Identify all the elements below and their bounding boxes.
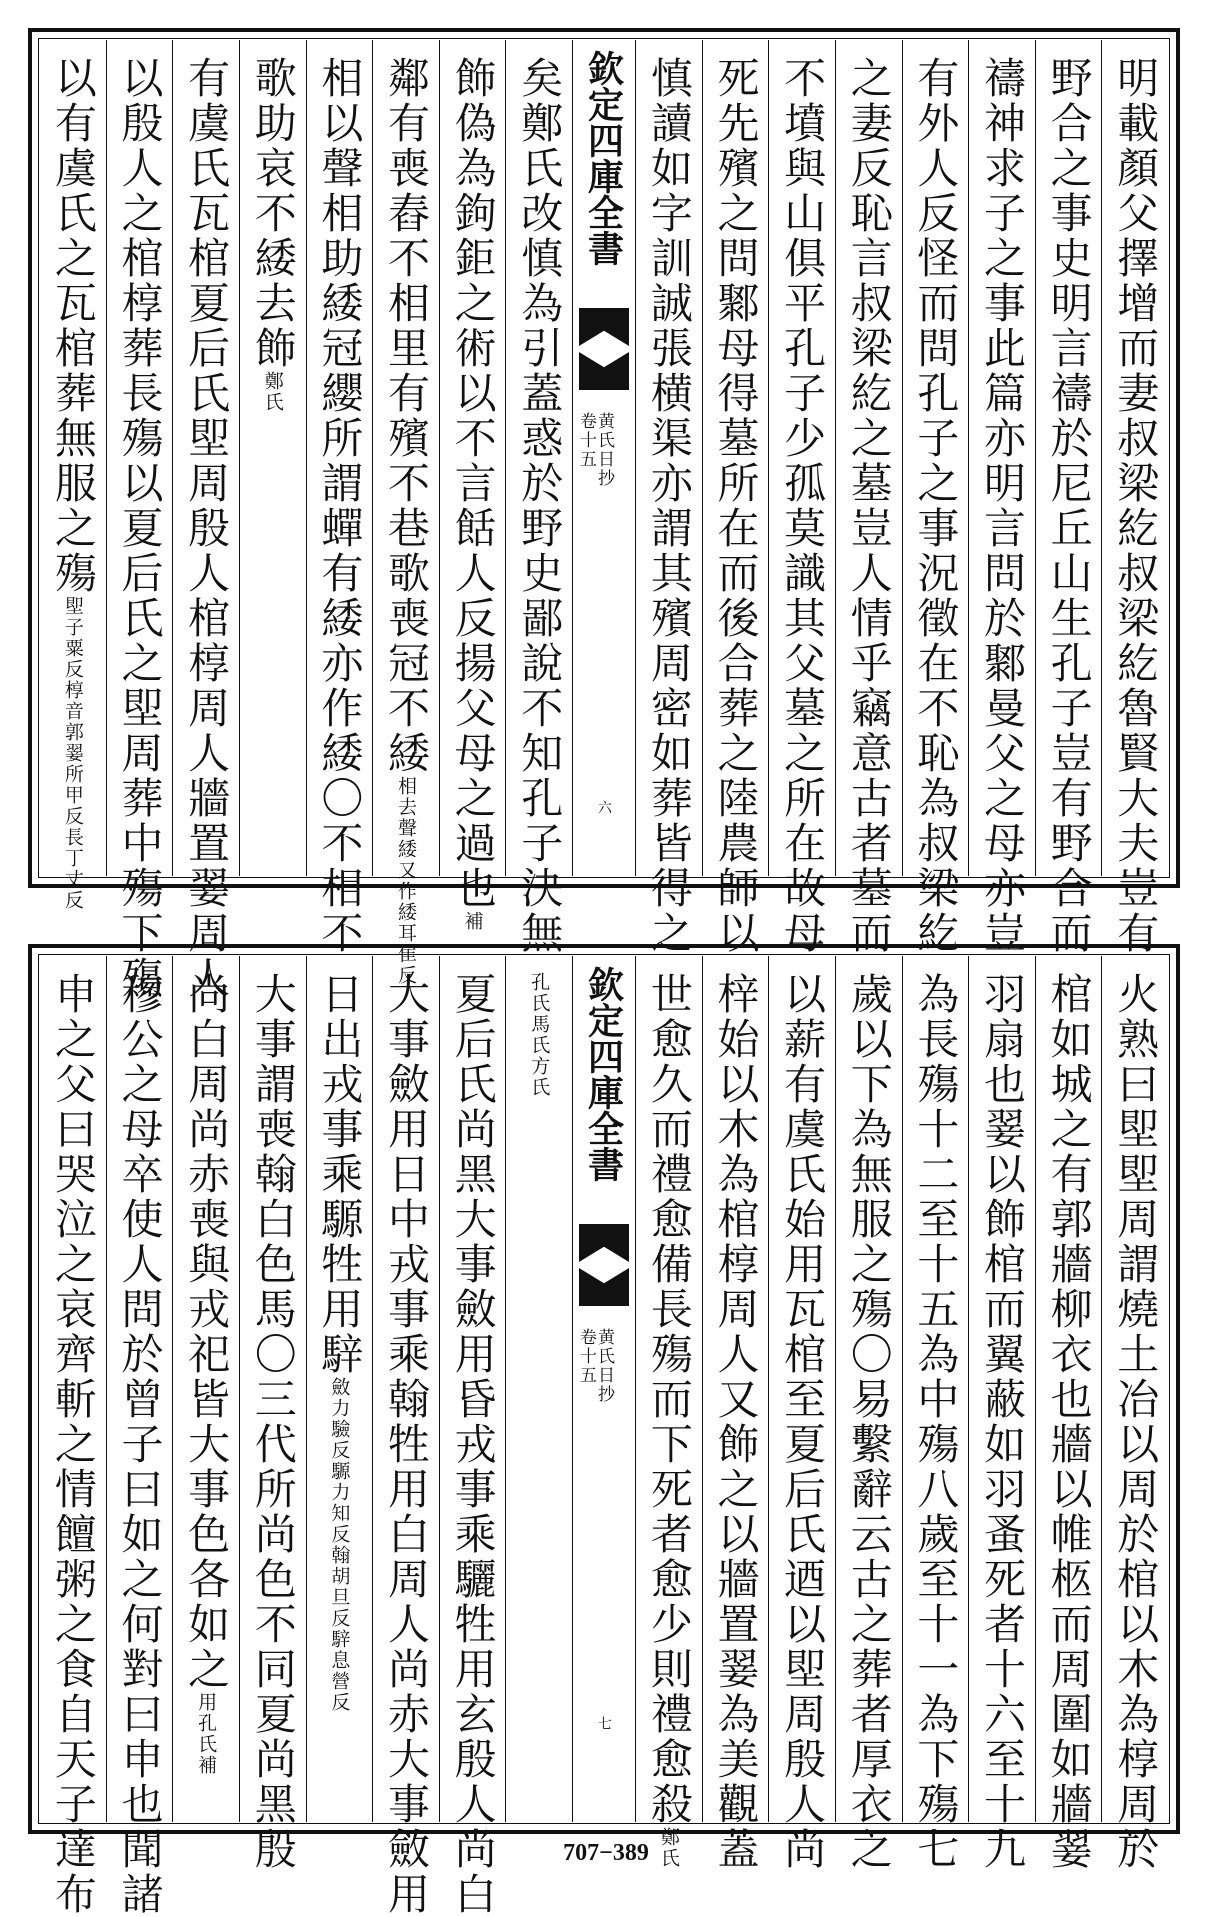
text-column: 飾偽為鉤鉅之術以不言餂人反揚父母之過也補	[439, 40, 506, 876]
author-header: 黄氏日抄	[594, 412, 614, 488]
text-column: 棺如城之有郭牆柳衣也牆以帷柩而周圍如牆翣	[1035, 956, 1102, 1822]
text-column: 死先殯之問鄹母得墓所在而後合葬之陸農師以	[702, 40, 769, 876]
text-column: 矣鄭氏改慎為引蓋惑於野史鄙說不知孔子決無	[505, 40, 572, 876]
fishtail-ornament	[579, 1268, 629, 1306]
text-column: 穆公之母卒使人問於曾子曰如之何對曰申也聞諸	[106, 956, 173, 1822]
top-columns	[40, 40, 1168, 1001]
text-column: 尚白周尚赤喪與戎祀皆大事色各如之用孔氏補	[172, 956, 239, 1822]
book-title: 欽定四庫全書	[582, 50, 625, 266]
text-column: 夏后氏尚黑大事斂用昏戎事乘驪牲用玄殷人尚白	[439, 956, 506, 1822]
text-column: 歌助哀不緌去飾鄭氏	[239, 40, 306, 876]
text-column: 之妻反恥言叔梁紇之墓豈人情乎竊意古者墓而	[835, 40, 902, 876]
text-column: 慎讀如字訓誠張横渠亦謂其殯周密如葬皆得之	[635, 40, 702, 876]
page-center-strip	[572, 40, 635, 876]
page-number: 七	[596, 1716, 612, 1730]
text-column: 以殷人之棺椁葬長殤以夏后氏之堲周葬中殤下殤	[106, 40, 173, 876]
text-column: 以薪有虞氏始用瓦棺至夏后氏迺以堲周殷人尚	[768, 956, 835, 1822]
fishtail-ornament	[579, 352, 629, 390]
text-column: 明載顏父擇增而妻叔梁紇叔梁紇魯賢大夫豈有	[1101, 40, 1168, 876]
text-column: 有外人反怪而問孔子之事況徵在不恥為叔梁紇	[902, 40, 969, 876]
volume-label: 卷十五	[576, 412, 596, 469]
text-column: 火熟曰堲堲周謂燒土冶以周於棺以木為椁周於	[1101, 956, 1168, 1822]
text-column: 為長殤十二至十五為中殤八歲至十一為下殤七	[902, 956, 969, 1822]
text-column: 世愈久而禮愈備長殤而下死者愈少則禮愈殺鄭氏	[635, 956, 702, 1822]
author-header: 黄氏日抄	[594, 1328, 614, 1404]
text-column: 大事謂喪翰白色馬〇三代所尚色不同夏尚黑殷	[239, 956, 306, 1822]
text-column: 梓始以木為棺椁周人又飾之以牆置翣為美觀蓋	[702, 956, 769, 1822]
text-column: 日出戎事乘騵牲用騂斂力驗反騵力知反翰胡旦反騂息營反	[306, 956, 373, 1822]
text-column: 羽扇也翣以飾棺而翼蔽如羽蚤死者十六至十九	[968, 956, 1035, 1822]
text-column: 申之父曰哭泣之哀齊斬之情饘粥之食自天子達布	[48, 972, 98, 1917]
text-column: 以有虞氏之瓦棺葬無服之殤堲子粟反椁音郭翣所甲反長丁丈反	[48, 56, 98, 911]
text-column: 不墳與山俱平孔子少孤莫識其父墓之所在故母	[768, 40, 835, 876]
text-column: 有虞氏瓦棺夏后氏堲周殷人棺椁周人牆置翣周人	[172, 40, 239, 876]
fishtail-ornament	[579, 308, 629, 346]
book-title: 欽定四庫全書	[582, 966, 625, 1182]
text-column: 相以聲相助緌冠纓所謂蟬有緌亦作緌〇不相不	[306, 40, 373, 876]
text-column: 大事斂用日中戎事乘翰牲用白周人尚赤大事斂用	[372, 956, 439, 1822]
text-column: 歲以下為無服之殤〇易繫辭云古之葬者厚衣之	[835, 956, 902, 1822]
footer-page-number: 707−389	[563, 1840, 649, 1866]
fishtail-ornament	[579, 1224, 629, 1262]
text-column: 禱神求子之事此篇亦明言問於鄹曼父之母亦豈	[968, 40, 1035, 876]
text-column: 孔氏馬氏方氏	[505, 956, 572, 1822]
text-column: 野合之事史明言禱於尼丘山生孔子豈有野合而	[1035, 40, 1102, 876]
page-center-strip	[572, 956, 635, 1822]
volume-label: 卷十五	[576, 1328, 596, 1385]
text-column: 鄰有喪舂不相里有殯不巷歌喪冠不緌相去聲緌又作緌耳隹反	[372, 40, 439, 876]
top-page	[28, 28, 1180, 1001]
page-number: 六	[596, 800, 612, 814]
